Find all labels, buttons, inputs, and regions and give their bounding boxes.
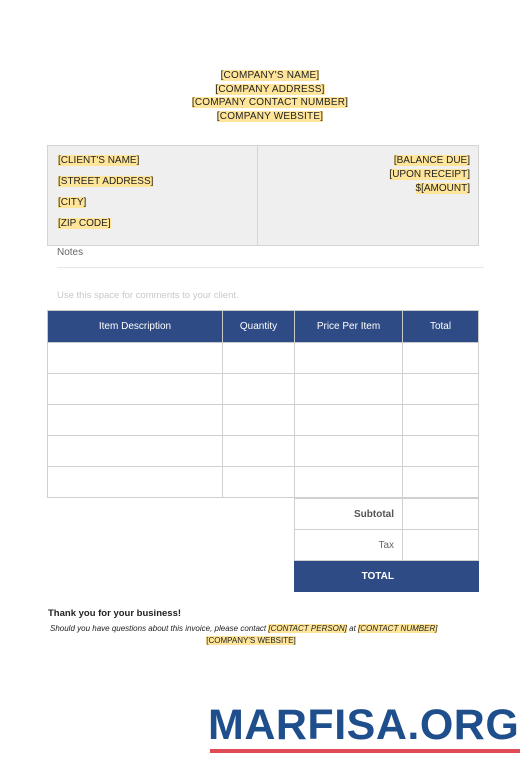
notes-label: Notes [57, 247, 84, 258]
footer-website [0, 636, 502, 645]
col-header-price-per-item: Price Per Item [295, 311, 403, 343]
client-info-box [47, 145, 479, 246]
col-header-item-description: Item Description [48, 311, 223, 343]
subtotal-label: Subtotal [295, 499, 403, 530]
company-header [0, 69, 532, 123]
total-cell[interactable] [403, 374, 479, 405]
watermark-logo: MARFISA.ORG [208, 701, 520, 749]
col-header-total: Total [403, 311, 479, 343]
item-description-cell[interactable] [48, 405, 223, 436]
tax-label: Tax [295, 530, 403, 561]
total-row [295, 561, 479, 592]
price-cell[interactable] [295, 436, 403, 467]
tax-value[interactable] [403, 530, 479, 561]
client-box-divider [257, 146, 258, 245]
total-cell[interactable] [403, 405, 479, 436]
item-description-cell[interactable] [48, 467, 223, 498]
watermark-underline [210, 749, 520, 753]
table-row [48, 467, 479, 498]
notes-divider [57, 267, 484, 268]
client-city[interactable]: [CITY] [58, 197, 87, 208]
total-cell[interactable] [403, 343, 479, 374]
client-name[interactable]: [CLIENT'S NAME] [58, 155, 140, 166]
notes-field[interactable]: Use this space for comments to your client. [57, 290, 239, 301]
subtotal-value[interactable] [403, 499, 479, 530]
questions-message [50, 624, 437, 633]
tax-row [295, 530, 479, 561]
quantity-cell[interactable] [223, 374, 295, 405]
table-row [48, 436, 479, 467]
price-cell[interactable] [295, 467, 403, 498]
col-header-quantity: Quantity [223, 311, 295, 343]
quantity-cell[interactable] [223, 436, 295, 467]
balance-amount[interactable]: $[AMOUNT] [415, 183, 470, 194]
total-cell[interactable] [403, 467, 479, 498]
contact-number: [CONTACT NUMBER] [358, 624, 438, 633]
items-header-row [48, 311, 479, 343]
quantity-cell[interactable] [223, 467, 295, 498]
payment-terms[interactable]: [UPON RECEIPT] [389, 169, 470, 180]
total-cell[interactable] [403, 436, 479, 467]
questions-at: at [346, 624, 359, 633]
item-description-cell[interactable] [48, 374, 223, 405]
company-website-footer: [COMPANY'S WEBSITE] [206, 636, 296, 645]
table-row [48, 374, 479, 405]
company-address: [COMPANY ADDRESS] [215, 83, 325, 95]
company-name: [COMPANY'S NAME] [220, 70, 320, 81]
questions-text: Should you have questions about this invoice, please contact [50, 624, 269, 633]
quantity-cell[interactable] [223, 343, 295, 374]
price-cell[interactable] [295, 405, 403, 436]
contact-person: [CONTACT PERSON] [268, 624, 347, 633]
subtotal-row [295, 499, 479, 530]
price-cell[interactable] [295, 374, 403, 405]
balance-due[interactable]: [BALANCE DUE] [393, 155, 470, 166]
total-value[interactable] [403, 561, 479, 592]
client-zip-code[interactable]: [ZIP CODE] [58, 218, 111, 229]
item-description-cell[interactable] [48, 343, 223, 374]
company-website: [COMPANY WEBSITE] [216, 110, 324, 122]
table-row [48, 343, 479, 374]
total-label: TOTAL [295, 561, 403, 592]
quantity-cell[interactable] [223, 405, 295, 436]
thank-you-message: Thank you for your business! [48, 608, 182, 619]
client-details [58, 154, 153, 238]
company-contact-number: [COMPANY CONTACT NUMBER] [191, 97, 349, 108]
item-description-cell[interactable] [48, 436, 223, 467]
price-cell[interactable] [295, 343, 403, 374]
table-row [48, 405, 479, 436]
balance-details [389, 154, 470, 196]
totals-table [294, 498, 479, 592]
client-street-address[interactable]: [STREET ADDRESS] [58, 176, 154, 187]
items-table [47, 310, 479, 498]
